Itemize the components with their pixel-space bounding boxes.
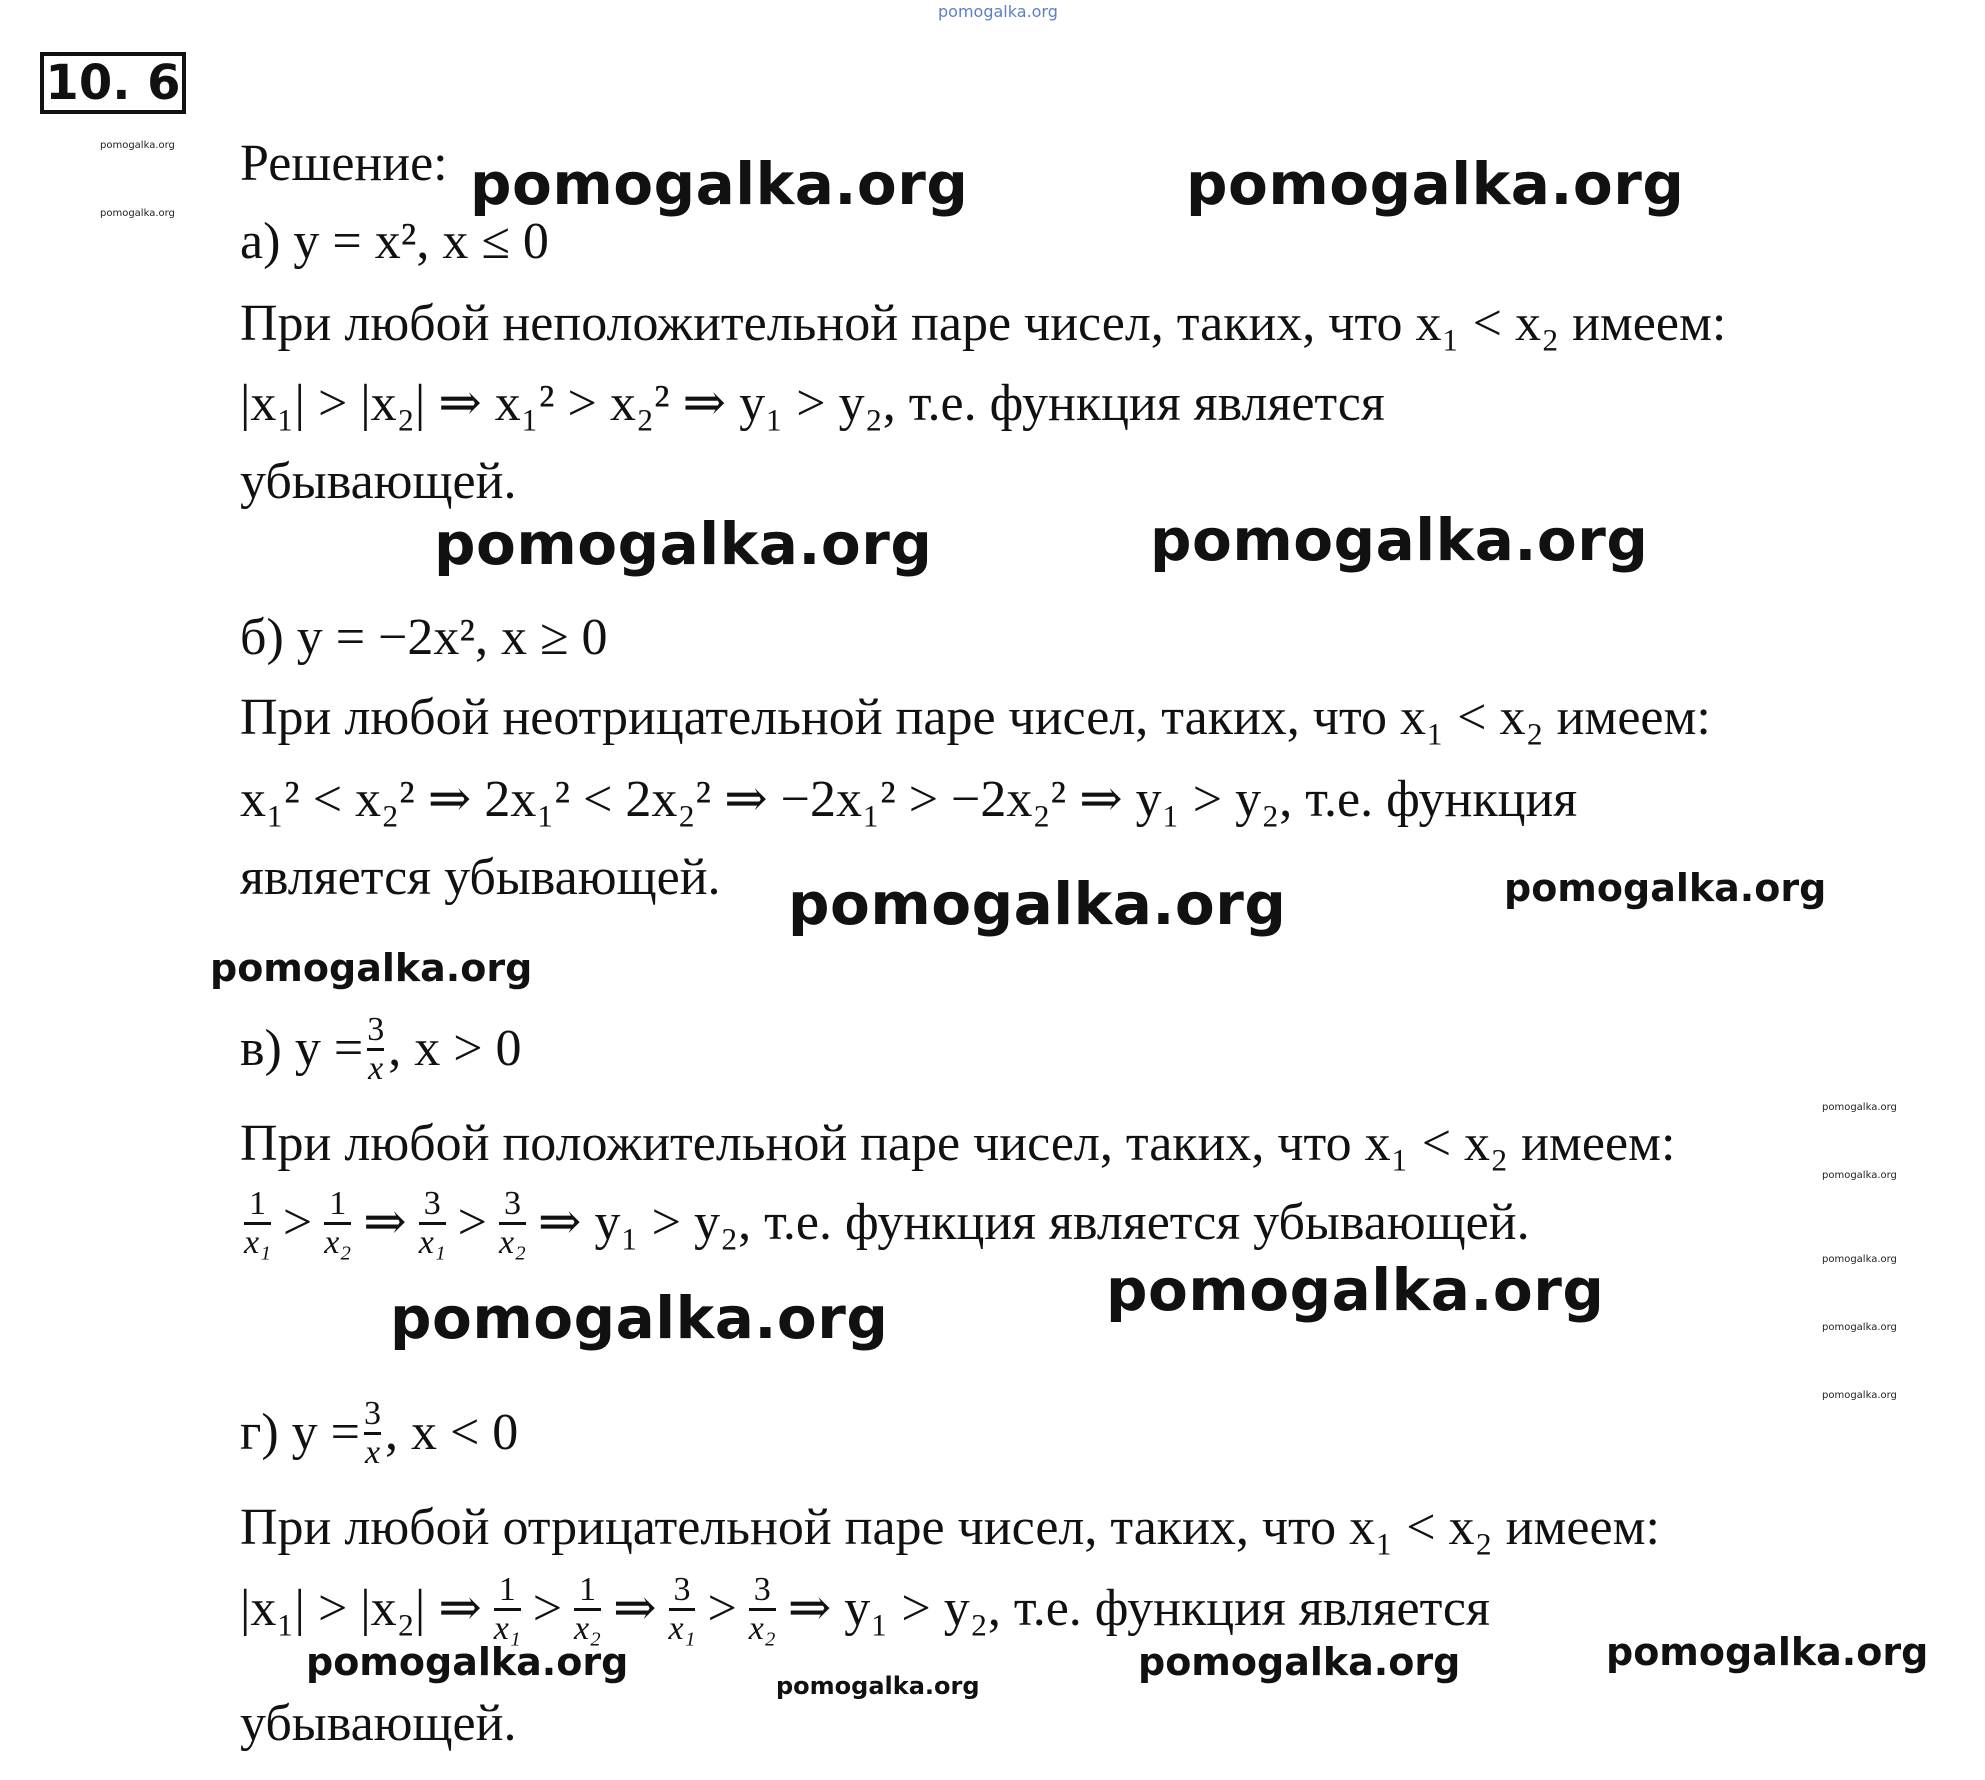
watermark-small: pomogalka.org xyxy=(100,140,175,151)
fraction-3-over-x2 xyxy=(499,1186,526,1260)
part-b-line1: При любой неотрицательной паре чисел, таких, что x₁ < x₂ имеем: xyxy=(240,689,1711,746)
gt-symbol: > xyxy=(457,1194,487,1252)
part-g-heading xyxy=(240,1396,518,1470)
numerator: 3 xyxy=(367,1011,385,1048)
part-a-line1: При любой неположительной паре чисел, таких, что x₁ < x₂ имеем: xyxy=(240,295,1727,352)
part-g-line2-prefix: |x₁| > |x₂| ⇒ xyxy=(240,1580,482,1638)
denominator: x₁ xyxy=(418,1223,446,1261)
watermark-large: pomogalka.org xyxy=(390,1284,889,1352)
watermark-large: pomogalka.org xyxy=(434,510,933,578)
part-b-heading: б) y = −2x², x ≥ 0 xyxy=(240,609,608,666)
denominator: x₂ xyxy=(748,1609,776,1647)
part-g-head-suffix: , x < 0 xyxy=(384,1404,519,1462)
watermark-medium: pomogalka.org xyxy=(776,1672,980,1700)
denominator: x xyxy=(368,1049,384,1087)
part-v-heading xyxy=(240,1012,522,1086)
numerator: 1 xyxy=(248,1185,266,1222)
gt-symbol: > xyxy=(282,1194,313,1252)
solution-label: Решение: xyxy=(240,135,448,192)
denominator: x xyxy=(364,1433,381,1471)
fraction-3-over-x1 xyxy=(419,1186,446,1260)
watermark-medium: pomogalka.org xyxy=(1504,866,1827,910)
fraction-1-over-x1 xyxy=(244,1186,271,1260)
denominator: x₂ xyxy=(574,1609,601,1647)
watermark-medium: pomogalka.org xyxy=(210,946,533,990)
part-g-line2 xyxy=(240,1572,1490,1646)
numerator: 3 xyxy=(753,1571,771,1608)
part-g-line2-suffix: ⇒ y₁ > y₂, т.е. функция является xyxy=(787,1580,1490,1638)
watermark-small: pomogalka.org xyxy=(1822,1102,1897,1113)
denominator: x₁ xyxy=(668,1609,696,1647)
watermark-large: pomogalka.org xyxy=(470,150,969,218)
fraction-1-over-x1 xyxy=(494,1572,521,1646)
part-v-line2-suffix: ⇒ y₁ > y₂, т.е. функция является убывающей. xyxy=(537,1194,1530,1252)
part-g-head-prefix: г) y = xyxy=(240,1404,360,1462)
watermark-medium: pomogalka.org xyxy=(1606,1630,1929,1674)
watermark-top: pomogalka.org xyxy=(938,2,1058,21)
problem-number: 10. 6 xyxy=(40,52,186,114)
watermark-small: pomogalka.org xyxy=(1822,1390,1897,1401)
implies-symbol: ⇒ xyxy=(612,1580,657,1638)
fraction-1-over-x2 xyxy=(574,1572,601,1646)
watermark-medium: pomogalka.org xyxy=(1138,1640,1461,1684)
part-v-line2 xyxy=(240,1186,1530,1260)
part-a-line3: убывающей. xyxy=(240,453,517,510)
denominator: x₂ xyxy=(499,1223,526,1261)
numerator: 1 xyxy=(498,1571,516,1608)
numerator: 1 xyxy=(329,1185,347,1222)
denominator: x₁ xyxy=(244,1223,271,1261)
denominator: x₁ xyxy=(493,1609,521,1647)
part-g-line3: убывающей. xyxy=(240,1695,517,1752)
part-b-line2: x₁² < x₂² ⇒ 2x₁² < 2x₂² ⇒ −2x₁² > −2x₂² ⇒ y₁ > y₂, т.е. функция xyxy=(240,771,1578,828)
denominator: x₂ xyxy=(324,1223,352,1261)
fraction-3-over-x2 xyxy=(749,1572,776,1646)
gt-symbol: > xyxy=(532,1580,563,1638)
fraction-3-over-x1 xyxy=(669,1572,696,1646)
part-g-line1: При любой отрицательной паре чисел, таких, что x₁ < x₂ имеем: xyxy=(240,1499,1660,1556)
part-v-line1: При любой положительной паре чисел, таких, что x₁ < x₂ имеем: xyxy=(240,1115,1676,1172)
watermark-large: pomogalka.org xyxy=(788,870,1287,938)
watermark-small: pomogalka.org xyxy=(100,208,175,219)
part-a-line2: |x₁| > |x₂| ⇒ x₁² > x₂² ⇒ y₁ > y₂, т.е. функция является xyxy=(240,375,1385,432)
part-v-head-suffix: , x > 0 xyxy=(388,1020,522,1078)
watermark-large: pomogalka.org xyxy=(1106,1256,1605,1324)
fraction-3-over-x xyxy=(364,1396,381,1470)
part-a-heading: а) y = x², x ≤ 0 xyxy=(240,213,549,270)
part-b-line3: является убывающей. xyxy=(240,849,721,906)
implies-symbol: ⇒ xyxy=(363,1194,407,1252)
numerator: 1 xyxy=(579,1571,596,1608)
numerator: 3 xyxy=(673,1571,691,1608)
gt-symbol: > xyxy=(707,1580,737,1638)
watermark-medium: pomogalka.org xyxy=(306,1640,629,1684)
fraction-3-over-x xyxy=(367,1012,384,1086)
watermark-small: pomogalka.org xyxy=(1822,1322,1897,1333)
watermark-small: pomogalka.org xyxy=(1822,1170,1897,1181)
watermark-large: pomogalka.org xyxy=(1186,150,1685,218)
part-v-head-prefix: в) y = xyxy=(240,1020,364,1078)
watermark-large: pomogalka.org xyxy=(1150,506,1649,574)
numerator: 3 xyxy=(363,1395,381,1432)
watermark-small: pomogalka.org xyxy=(1822,1254,1897,1265)
numerator: 3 xyxy=(423,1185,441,1222)
fraction-1-over-x2 xyxy=(324,1186,351,1260)
numerator: 3 xyxy=(503,1185,521,1222)
